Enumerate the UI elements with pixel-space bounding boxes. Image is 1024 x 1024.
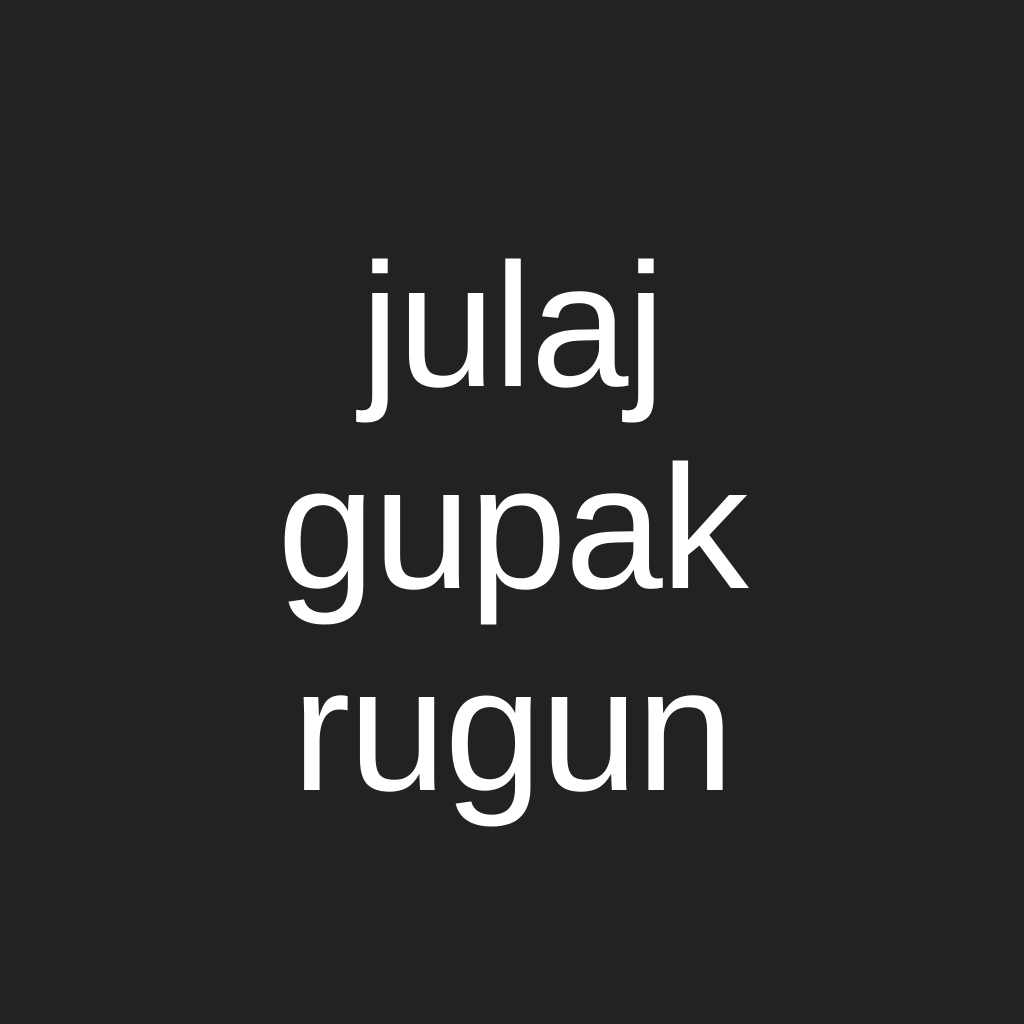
word-stack	[0, 225, 1024, 831]
word-line-2: gupak	[277, 430, 747, 626]
word-line-3: rugun	[291, 632, 733, 828]
word-line-1: julaj	[360, 228, 664, 424]
